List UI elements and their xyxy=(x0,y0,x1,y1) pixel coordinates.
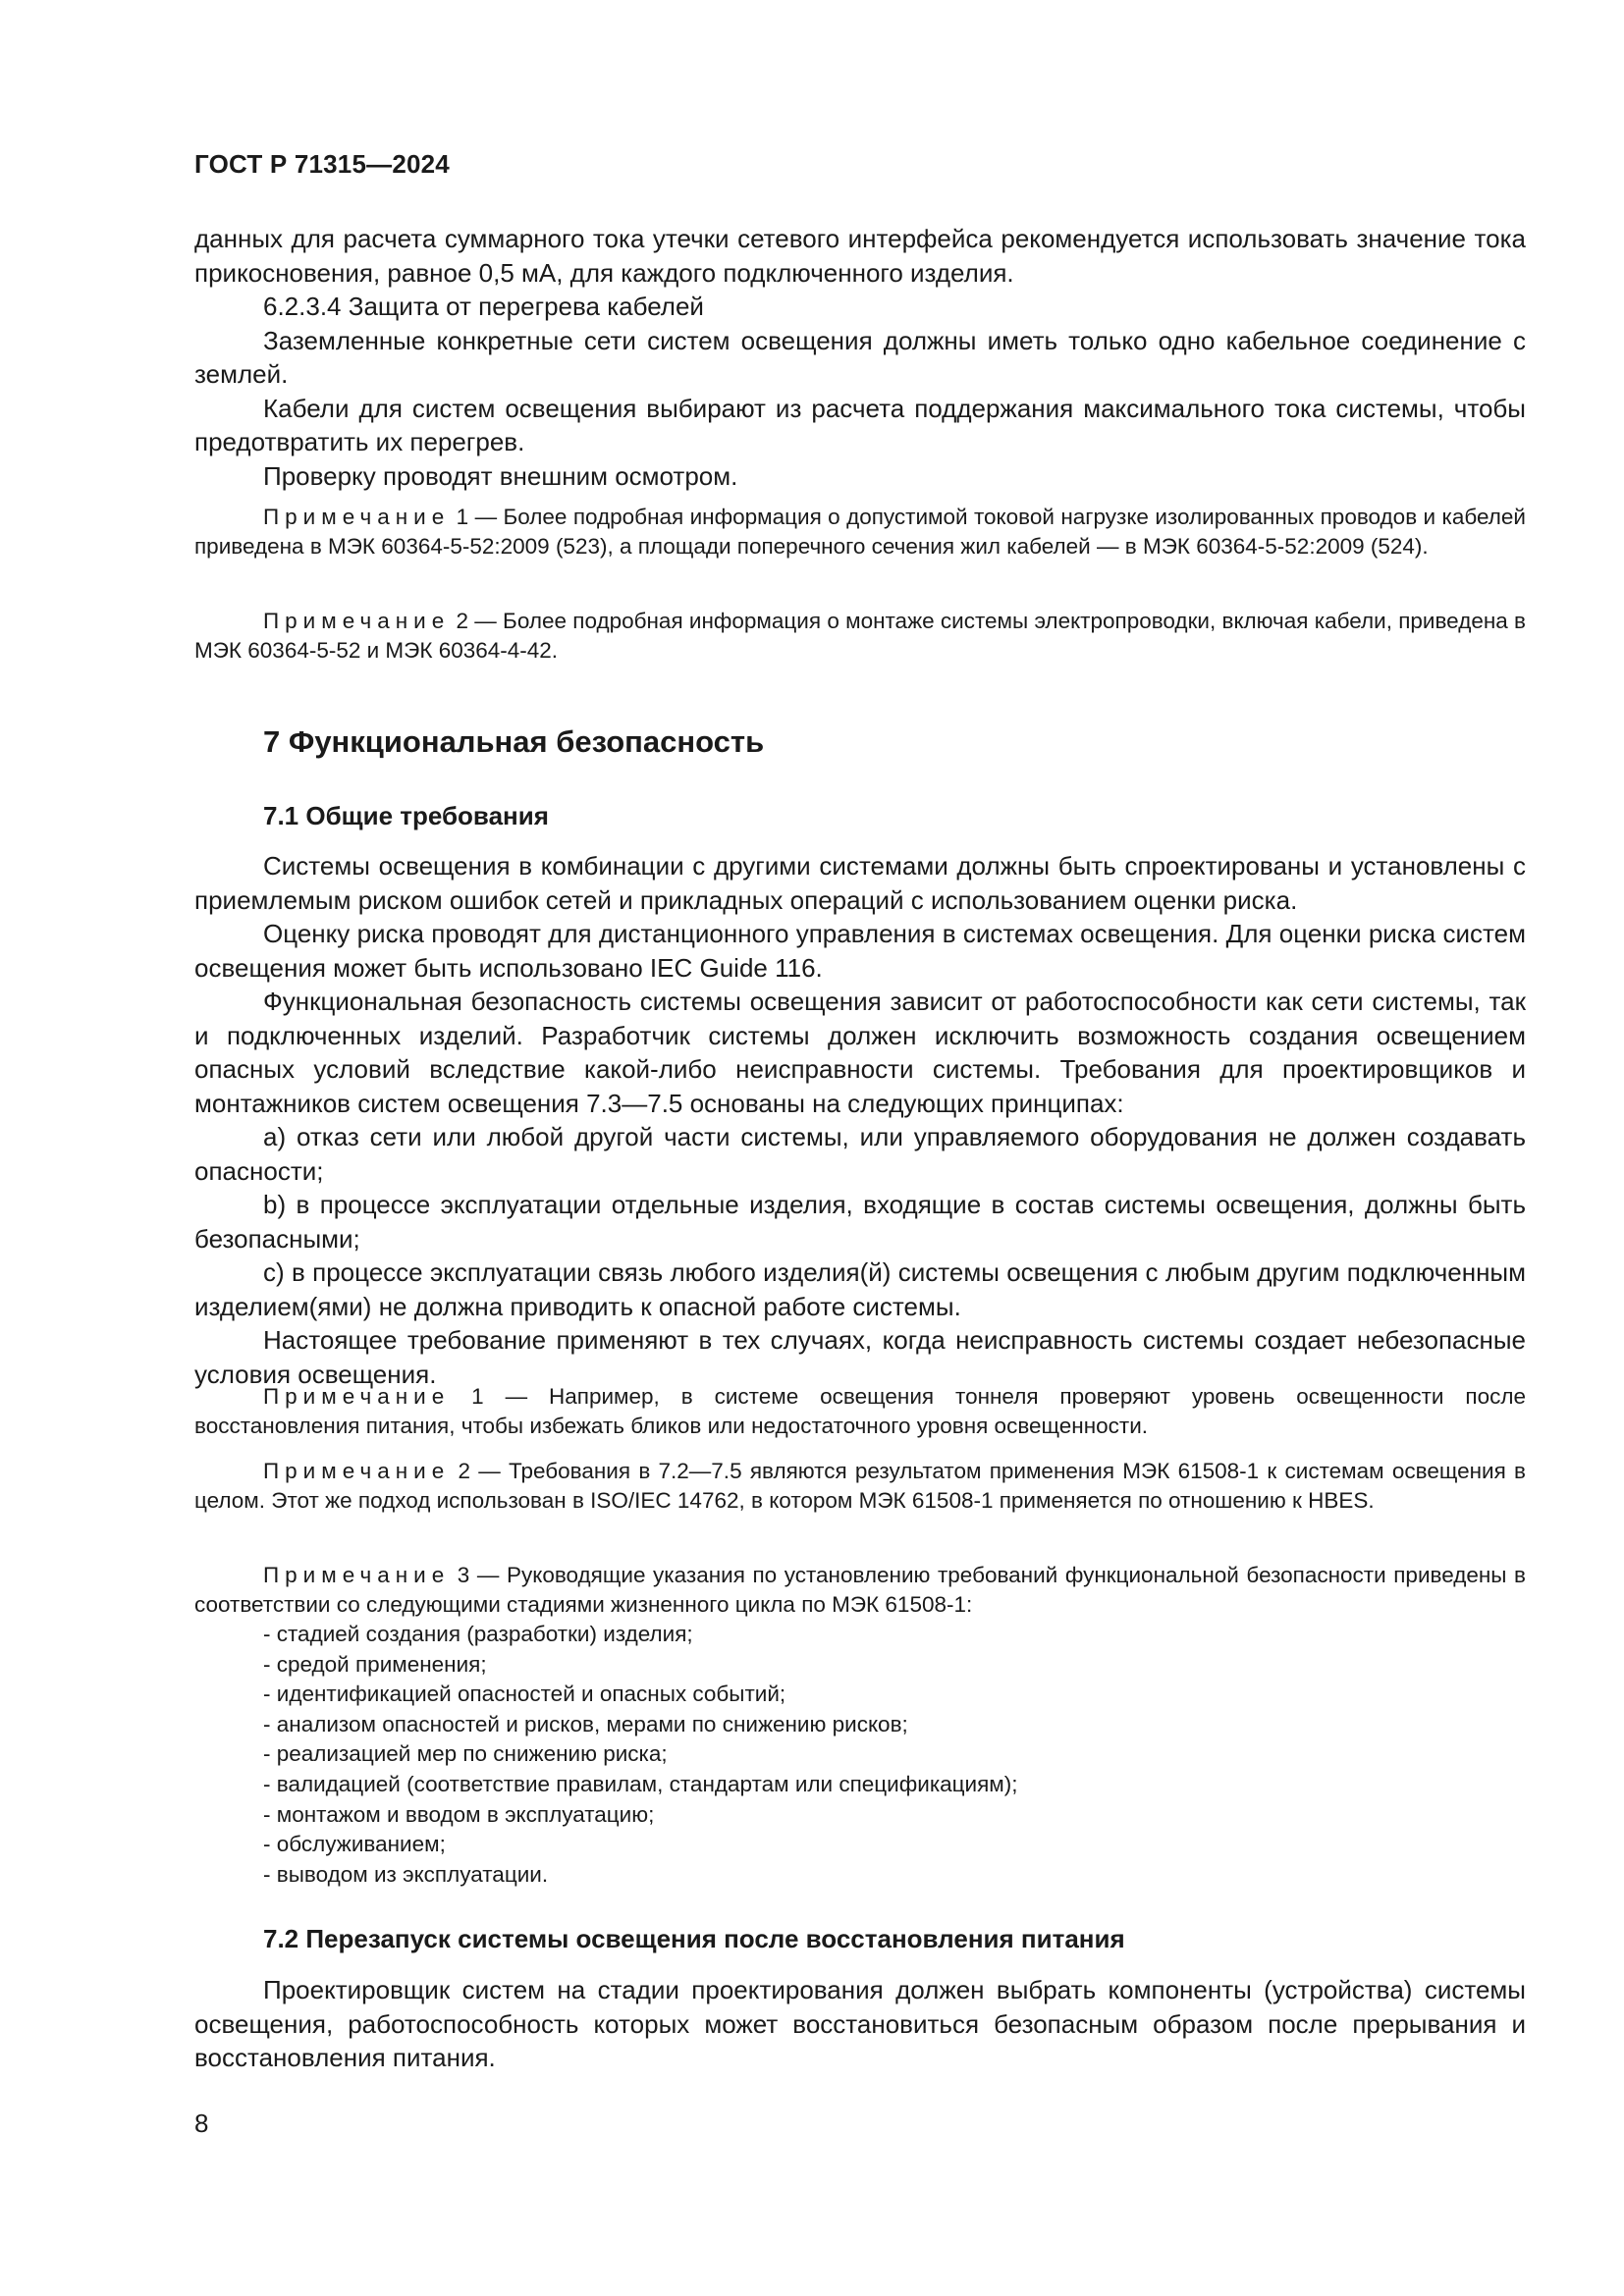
lifecycle-stage-item: - реализацией мер по снижению риска; xyxy=(263,1739,1526,1770)
note-label: Примечание xyxy=(263,609,451,633)
section-7-2-text xyxy=(194,1973,1526,2075)
top-note-1 xyxy=(194,503,1526,561)
paragraph: Проверку проводят внешним осмотром. xyxy=(263,460,738,491)
section-7-note-2 xyxy=(194,1457,1526,1516)
paragraph: Заземленные конкретные сети систем освещения должны иметь только одно кабельное соединение с землей. xyxy=(194,325,1526,389)
note-text: 1 — Например, в системе освещения тоннеля проверяют уровень освещенности после восстановления питания, чтобы избежать бликов или недостаточного уровня освещенности. xyxy=(194,1384,1526,1438)
top-text-block xyxy=(194,222,1526,493)
list-item-c: c) в процессе эксплуатации связь любого изделия(й) системы освещения с любым другим подключенным изделием(ями) не должна приводить к опасной работе системы. xyxy=(194,1257,1526,1321)
section-7-note-1 xyxy=(194,1382,1526,1441)
lifecycle-stage-item: - средой применения; xyxy=(263,1650,1526,1681)
paragraph: Проектировщик систем на стадии проектирования должен выбрать компоненты (устройства) системы освещения, работоспособность которых может восстановиться безопасным образом после прерывания и восстановления питания. xyxy=(194,1975,1526,2072)
document-code-header: ГОСТ Р 71315—2024 xyxy=(194,149,450,179)
note-text: 3 — Руководящие указания по установлению требований функциональной безопасности приведены в соответствии со следующими стадиями жизненного цикла по МЭК 61508-1: xyxy=(194,1563,1526,1617)
section-7-heading: 7 Функциональная безопасность xyxy=(263,724,765,759)
document-page xyxy=(194,0,1526,2296)
paragraph: Настоящее требование применяют в тех случаях, когда неисправность системы создает небезопасные условия освещения. xyxy=(194,1325,1526,1389)
lifecycle-stage-item: - монтажом и вводом в эксплуатацию; xyxy=(263,1800,1526,1831)
note-label: Примечание xyxy=(263,505,451,529)
paragraph: Функциональная безопасность системы освещения зависит от работоспособности как сети системы, так и подключенных изделий. Разработчик системы должен исключить возможность создания освещением опасных условий вследствие какой-либо неисправности системы. Требования для проектировщиков и монтажников систем освещения 7.3—7.5 основаны на следующих принципах: xyxy=(194,987,1526,1118)
lifecycle-stage-item: - обслуживанием; xyxy=(263,1830,1526,1860)
page-number: 8 xyxy=(194,2109,209,2138)
note-text: 2 — Требования в 7.2—7.5 являются результатом применения МЭК 61508-1 к системам освещения в целом. Этот же подход использован в ISO/IEC 14762, в котором МЭК 61508-1 применяется по отношению к HBES. xyxy=(194,1459,1526,1513)
list-item-a: a) отказ сети или любой другой части системы, или управляемого оборудования не должен создавать опасности; xyxy=(194,1122,1526,1186)
note-text: 2 — Более подробная информация о монтаже системы электропроводки, включая кабели, приведена в МЭК 60364-5-52 и МЭК 60364-4-42. xyxy=(194,609,1526,663)
lifecycle-stage-item: - выводом из эксплуатации. xyxy=(263,1860,1526,1891)
paragraph: данных для расчета суммарного тока утечки сетевого интерфейса рекомендуется использовать значение тока прикосновения, равное 0,5 мА, для каждого подключенного изделия. xyxy=(194,224,1526,288)
lifecycle-stages-list xyxy=(194,1620,1526,1890)
paragraph: Оценку риска проводят для дистанционного управления в системах освещения. Для оценки риска систем освещения может быть использовано IEC Guide 116. xyxy=(194,919,1526,983)
paragraph: Системы освещения в комбинации с другими системами должны быть спроектированы и установлены с приемлемым риском ошибок сетей и прикладных операций с использованием оценки риска. xyxy=(194,851,1526,915)
note-label: Примечание xyxy=(263,1384,451,1409)
note-label: Примечание xyxy=(263,1459,451,1483)
section-7-2-heading: 7.2 Перезапуск системы освещения после восстановления питания xyxy=(263,1924,1125,1953)
lifecycle-stage-item: - валидацией (соответствие правилам, стандартам или спецификациям); xyxy=(263,1770,1526,1800)
lifecycle-stage-item: - стадией создания (разработки) изделия; xyxy=(263,1620,1526,1650)
note-text: 1 — Более подробная информация о допустимой токовой нагрузке изолированных проводов и кабелей приведена в МЭК 60364-5-52:2009 (523), а площади поперечного сечения жил кабелей — в МЭК 60364-5-52:2009 (524). xyxy=(194,505,1526,559)
lifecycle-stage-item: - анализом опасностей и рисков, мерами по снижению рисков; xyxy=(263,1710,1526,1740)
top-note-2 xyxy=(194,607,1526,666)
lifecycle-stage-item: - идентификацией опасностей и опасных событий; xyxy=(263,1680,1526,1710)
section-7-1-heading: 7.1 Общие требования xyxy=(263,801,549,830)
paragraph: Кабели для систем освещения выбирают из расчета поддержания максимального тока системы, чтобы предотвратить их перегрев. xyxy=(194,393,1526,456)
clause-heading-6-2-3-4: 6.2.3.4 Защита от перегрева кабелей xyxy=(263,292,704,321)
section-7-note-3 xyxy=(194,1561,1526,1890)
section-7-1-text xyxy=(194,849,1526,1391)
note-label: Примечание xyxy=(263,1563,451,1587)
list-item-b: b) в процессе эксплуатации отдельные изделия, входящие в состав системы освещения, должны быть безопасными; xyxy=(194,1190,1526,1254)
